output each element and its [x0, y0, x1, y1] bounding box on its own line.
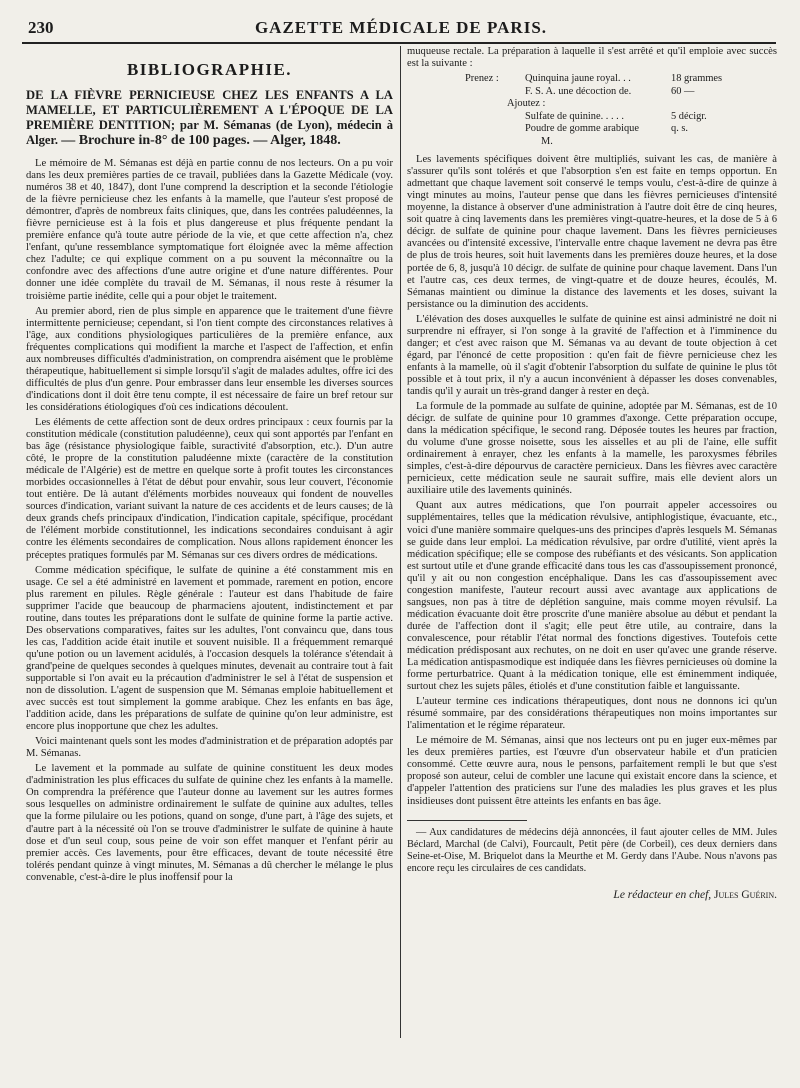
- paragraph: L'élévation des doses auxquelles le sulfate de quinine est ainsi administré ne doit ni surprendre ni effrayer, si l'on songe à la gravité de l'affection et à l'imminence du danger; et c'est avec raison que M. Sémanas va au devant de toute objection à cet égard, par l'énoncé de cette proposition : qu'en fait de fièvre pernicieuse chez les enfants à la mamelle, où il s'agit d'obtenir l'absorption du sulfate de quinine le plus tôt possible et à tout prix, il n'y a aucun inconvénient à dépasser les doses convenables, tandis qu'il y aurait un très-grand danger à rester en deçà.: [407, 313, 777, 397]
- paragraph: Quant aux autres médications, que l'on pourrait appeler accessoires ou supplémentaires, telles que la médication révulsive, antiphlogistique, évacuante, etc., voici d'une manière sommaire quelques-uns des principes d'après lesquels M. Sémanas se guide dans leur emploi. La médication révulsive, par ordre d'utilité, vient après la médication spécifique; elle se compose des rubéfiants et des vésicants. Son application est surtout utile et d'une grande efficacité dans tous les cas d'assoupissement prononcé, qu'il y ait ou non congestion encéphalique. Dans les cas d'assoupissement avec congestion manifeste, l'auteur recourt aussi avec avantage aux applications de sangsues, non pas à titre de déplétion sanguine, mais comme moyen révulsif. La médication évacuante doit être proscrite d'une manière absolue au début et pendant la durée de l'affection dont il s'agit; elle peut être utile, au contraire, dans la convalescence, pour rétablir l'état normal des fonctions digestives. Toutefois cette médication prédisposant aux rechutes, on ne doit en user qu'avec une grande réserve. La médication antispasmodique est indiquée dans les fièvres pernicieuses où domine la forme perturbatrice. Quant à la médication tonique, elle est éminemment indiquée, surtout chez les sujets pâles, étiolés et d'une constitution faible et languissante.: [407, 500, 777, 693]
- page-header: [28, 18, 774, 44]
- paragraph: Le mémoire de M. Sémanas, ainsi que nos lecteurs ont pu en juger eux-mêmes par les deux premières parties, est l'œuvre d'un observateur habile et d'un praticien consommé. Cette œuvre aura, nous le pensons, parfaitement rempli le but que s'est proposé son auteur, celui de combler une lacune qui existait encore dans la science, et d'appeler l'attention des praticiens sur l'une des maladies les plus graves et les plus insidieuses dont puissent être atteints les enfants en bas âge.: [407, 735, 777, 807]
- paragraph: Voici maintenant quels sont les modes d'administration et de préparation adoptés par M. Sémanas.: [26, 736, 393, 760]
- formula-ingredient: Poudre de gomme arabique: [525, 123, 639, 135]
- paragraph: L'auteur termine ces indications thérapeutiques, dont nous ne donnons ici qu'un résumé sommaire, par des considérations thérapeutiques non moins importantes sur l'alimentation et le régime réparateur.: [407, 696, 777, 732]
- page-number: 230: [28, 18, 54, 37]
- paragraph: Les éléments de cette affection sont de deux ordres principaux : ceux fournis par la constitution médicale (constitution paludéenne), ceux qui sont apportés par l'enfant en bas âge (résistance physiologique faible, suractivité d'absorption, etc.). D'un autre côté, le propre de la constitution paludéenne mixte (caractère de la constitution médicale de l'Algérie) est de mettre en quelque sorte à profit toutes les circonstances morbides occasionnelles à l'état de début pour envahir, sous leur couvert, l'économie tout entière. De là autant d'éléments morbides nouveaux qui fondent de nouvelles sources d'indication, variant suivant la nature de ces accidents et de leurs causes; de là deux grands chefs principaux d'indication, l'indication capitale, spécifique, procédant de l'élément morbide constitutionnel, les indications secondaires conduisant à agir contre les éléments secondaires de complication. Nous allons rapidement énoncer les préceptes pratiques formulés par M. Sémanas sur ces divers ordres de médications.: [26, 416, 393, 561]
- formula-prenez: Prenez :: [465, 73, 499, 85]
- paragraph: Comme médication spécifique, le sulfate de quinine a été constamment mis en usage. Ce sel a été administré en lavement et pommade, rarement en potion, encore plus rarement en pilules. Règle générale : l'auteur est dans l'habitude de faire supprimer l'acide que beaucoup de pharmaciens ajoutent, indistinctement et par routine, dans toutes les préparations dont le sulfate de quinine forme la partie active. Des observations comparatives, faites sur les adultes, l'ont convaincu que, dans tous les cas, l'addition acide était inutile et souvent nuisible. Il a fréquemment remarqué qu'une potion ou un lavement acidulés, à l'occasion desquels la tolérance s'étendait à grand'peine de quelques secondes à quelques minutes, devenait au contraire tout à fait supportable si l'on avait eu la précaution d'administrer le sel à l'état de suspension et non de dissolution. L'agent de suspension que M. Sémanas emploie habituellement et avec succès est tout simplement la gomme arabique. Chez les enfants en bas âge, l'addition acide, dans les préparations de sulfate de quinine qu'on leur administre, est encore plus inopportune que chez les adultes.: [26, 564, 393, 733]
- signature-label: Le rédacteur en chef,: [613, 888, 712, 901]
- formula-quantity: 18 grammes: [671, 73, 723, 85]
- article-title-main: DE LA FIÈVRE PERNICIEUSE CHEZ LES ENFANTS A LA MAMELLE, ET PARTICULIÈREMENT A L'ÉPOQUE DE LA PREMIÈRE DENTITION; par M. Sémanas (de Lyon), médecin à Alger.: [26, 88, 393, 147]
- formula-quantity: 5 décigr.: [671, 110, 707, 122]
- formula-ingredient: Quinquina jaune royal. . .: [525, 73, 631, 85]
- article-title: [26, 88, 393, 148]
- column-divider: [400, 46, 401, 1038]
- article-title-sub: — Brochure in-8° de 100 pages. — Alger, 1848.: [61, 133, 341, 148]
- paragraph: Le lavement et la pommade au sulfate de quinine constituent les deux modes d'administration les plus efficaces du sulfate de quinine chez les enfants à la mamelle. On comprendra la préférence que l'auteur donne au lavement sur les autres formes sous lesquelles on administre ordinairement le sulfate de quinine aux adultes, telles que la forme pilulaire ou les potions, quand on songe, d'une part, à l'âge des sujets, et d'autre part à la nécessité où l'on se trouve d'administrer le sulfate de quinine à haute dose et d'un seul coup, sous peine de voir son effet manquer et l'enfant périr au premier accès. Ces lavements, pour être efficaces, devant de toute nécessité être tolérés pendant quinze à vingt minutes, M. Sémanas a dû chercher le mélange le plus convenable, c'est-à-dire le plus inoffensif pour la: [26, 763, 393, 883]
- header-rule: [22, 42, 776, 44]
- paragraph: Le mémoire de M. Sémanas est déjà en partie connu de nos lecteurs. On a pu voir dans les deux premières parties de ce travail, publiées dans la Gazette Médicale (voy. numéros 38 et 40, 1847), dont l'une comprend la description et la seconde l'étiologie de la fièvre pernicieuse chez les enfants à la mamelle, que l'auteur s'est proposé de démontrer, d'après de nombreux faits cliniques, que, dans les contrées paludéennes, la fièvre pernicieuse est à la fois et plus dangereuse et plus fréquente pendant la première enfance qu'à toute autre période de la vie, et que cette affection n'a, chez l'enfant, qu'une ressemblance symptomatique fort éloignée avec la même affection chez l'adulte; ce qui explique comment on a pu souvent la méconnaître ou la confondre avec des affections d'une autre origine et d'une nature différentes. Pour donner une idée complète du travail de M. Sémanas, il nous reste à résumer la troisième partie inédite, celle qui a pour objet le traitement.: [26, 158, 393, 302]
- formula-ajoutez: Ajoutez :: [507, 98, 546, 110]
- paragraph: Au premier abord, rien de plus simple en apparence que le traitement d'une fièvre intermittente pernicieuse; cependant, si l'on tient compte des circonstances relatives à l'âge, aux conditions physiologiques particulières de la première enfance, aux fréquentes complications qui modifient la marche et l'aspect de l'affection, et enfin aux nombreuses difficultés d'administration, on comprendra aisément que le problème thérapeutique, habituellement si simple lorsqu'il s'agit de malades adultes, offre ici des difficultés de plus d'un genre. Pour embrasser dans leur ensemble les diverses sources d'indications dont il doit être tenu compte, il est nécessaire de faire un bref retour sur les considérations étiologiques d'où ces indications découlent.: [26, 305, 393, 413]
- news-note: — Aux candidatures de médecins déjà annoncées, il faut ajouter celles de MM. Jules Béclard, Marchal (de Calvi), Fourcault, Petit père (de Corbeil), ces deux derniers dans Seine-et-Oise, M. Briquelot dans la Meurthe et M. Gerdy dans l'Aube. Nous n'avons pas encore reçu les circulaires de ces candidats.: [407, 826, 777, 874]
- formula-ingredient: F. S. A. une décoction de.: [525, 85, 632, 97]
- paragraph-continued: muqueuse rectale. La préparation à laquelle il s'est arrêté et qu'il emploie avec succès est la suivante :: [407, 46, 777, 70]
- paragraph: La formule de la pommade au sulfate de quinine, adoptée par M. Sémanas, est de 10 décigr. de sulfate de quinine pour 10 grammes d'axonge. Cette préparation occupe, dans la médication spécifique, le second rang. Déposée toutes les heures par fraction, du volume d'une grosse noisette, sous les aisselles et au pli de l'aine, elle suffit ordinairement à enrayer, chez les enfants à la mamelle, les paroxysmes fébriles simples, c'est-à-dire dépourvus de caractère pernicieux. Dans les fièvres avec caractère pernicieux, cette médication seule ne saurait suffire, mais elle devient alors un auxiliaire utile des lavements quininés.: [407, 401, 777, 497]
- formula-quantity: q. s.: [671, 123, 689, 135]
- right-column: [407, 46, 777, 1041]
- prescription-formula: [407, 73, 777, 148]
- formula-misce: M.: [541, 135, 553, 147]
- left-column: [26, 48, 393, 1038]
- signature-name: Jules Guérin.: [714, 888, 777, 901]
- note-separator: [407, 820, 527, 821]
- editor-signature: [407, 889, 777, 901]
- journal-title: GAZETTE MÉDICALE DE PARIS.: [254, 18, 548, 37]
- section-heading: BIBLIOGRAPHIE.: [126, 60, 293, 79]
- formula-quantity: 60 —: [671, 85, 695, 97]
- formula-ingredient: Sulfate de quinine. . . . .: [525, 110, 624, 122]
- paragraph: Les lavements spécifiques doivent être multipliés, suivant les cas, de manière à s'assurer qu'ils sont tolérés et que l'absorption s'en est faite en temps opportun. En admettant que chaque lavement soit conservé le temps voulu, c'est-à-dire de quinze à vingt minutes au moins, l'auteur pense que dans les fièvres pernicieuses d'intensité moyenne, la distance à observer d'une administration à l'autre doit être de cinq heures, soit quatre à cinq lavements dans les premières vingt-quatre-heures, et la dose de 5 à 6 décigr. de sulfate de quinine pour chaque lavement. Dans les fièvres pernicieuses avancées ou d'intensité excessive, l'intervalle entre chaque lavement ne devra pas être de plus de trois heures, soit huit lavements dans les premières douze heures, et la dose portée de 6, 8, jusqu'à 10 décigr. de sulfate de quinine pour chaque lavement. Dans l'un et l'autre cas, ces deux termes, de vingt-quatre et de douze heures, écoulés, M. Sémanas maintient ou diminue la distance des lavements et les doses, suivant la persistance ou la diminution des accidents.: [407, 154, 777, 310]
